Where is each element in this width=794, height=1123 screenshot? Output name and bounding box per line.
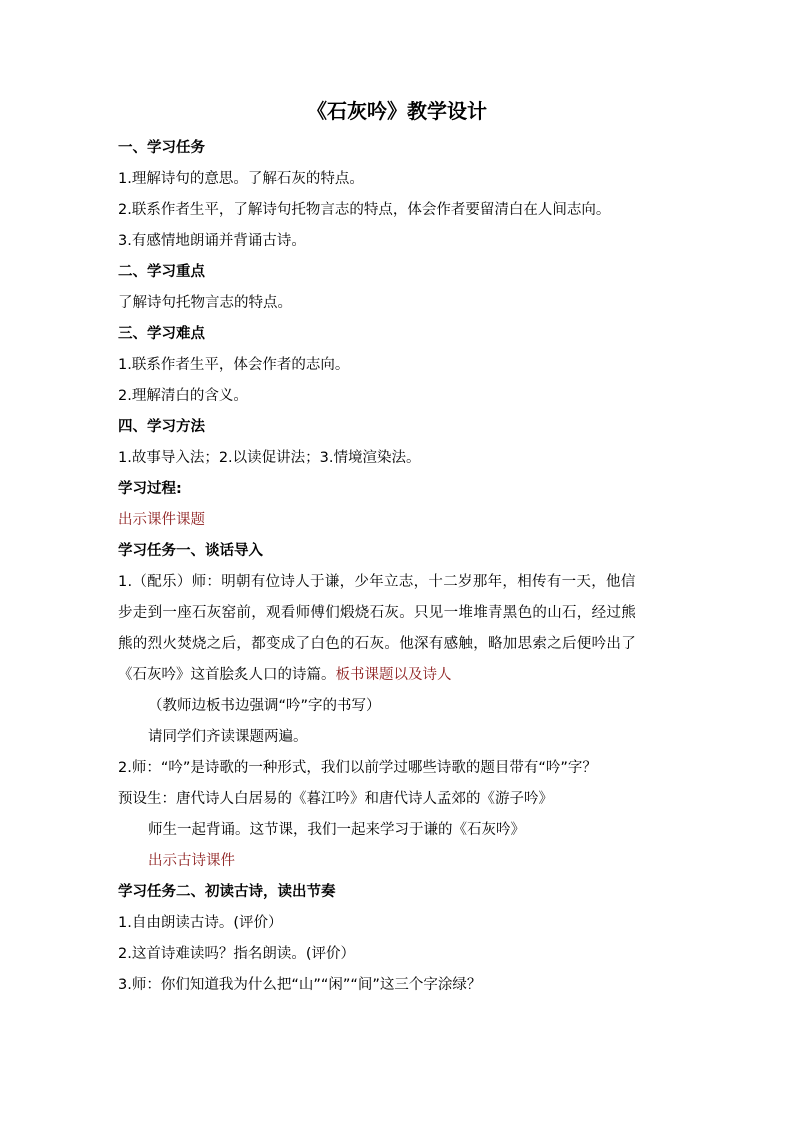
preset-answer: 预设生：唐代诗人白居易的《暮江吟》和唐代诗人孟郊的《游子吟》 <box>118 791 553 807</box>
courseware-note-title: 出示课件课题 <box>118 512 205 528</box>
task2-heading: 学习任务二、初读古诗，读出节奏 <box>118 884 336 900</box>
task2-item-1: 1.自由朗读古诗。(评价） <box>118 915 283 931</box>
key-points-text: 了解诗句托物言志的特点。 <box>118 295 292 311</box>
section-heading-key-points: 二、学习重点 <box>118 264 205 280</box>
task-item-2: 2.联系作者生平，了解诗句托物言志的特点，体会作者要留清白在人间志向。 <box>118 202 611 218</box>
section-heading-tasks: 一、学习任务 <box>118 140 205 156</box>
story-line-2: 步走到一座石灰窑前，观看师傅们煅烧石灰。只见一堆堆青黑色的山石，经过熊 <box>118 605 636 621</box>
task1-heading: 学习任务一、谈话导入 <box>118 543 263 559</box>
story-line-3: 熊的烈火焚烧之后，都变成了白色的石灰。他深有感触，略加思索之后便吟出了 <box>118 636 636 652</box>
task2-item-2: 2.这首诗难读吗？指名朗读。(评价） <box>118 946 355 962</box>
process-heading: 学习过程: <box>118 481 182 497</box>
task-item-1: 1.理解诗句的意思。了解石灰的特点。 <box>118 171 364 187</box>
blackboard-note: 板书课题以及诗人 <box>335 667 452 683</box>
task2-item-3: 3.师：你们知道我为什么把“山”“闲”“间”这三个字涂绿？ <box>118 977 482 993</box>
story-line-4-text: 《石灰吟》这首脍炙人口的诗篇。 <box>118 667 336 683</box>
difficulty-item-2: 2.理解清白的含义。 <box>118 388 248 404</box>
story-line-4 <box>118 665 452 685</box>
section-heading-difficulties: 三、学习难点 <box>118 326 205 342</box>
task-item-3: 3.有感情地朗诵并背诵古诗。 <box>118 233 306 249</box>
recite-text: 师生一起背诵。这节课，我们一起来学习于谦的《石灰吟》 <box>148 822 525 838</box>
document-title: 《石灰吟》教学设计 <box>307 99 487 123</box>
courseware-note-poem: 出示古诗课件 <box>148 853 235 869</box>
section-heading-methods: 四、学习方法 <box>118 419 205 435</box>
story-line-1: 1.（配乐）师：明朝有位诗人于谦，少年立志，十二岁那年，相传有一天，他信 <box>118 574 636 590</box>
methods-text: 1.故事导入法；2.以读促讲法；3.情境渲染法。 <box>118 450 421 466</box>
teacher-note: （教师边板书边强调“吟”字的书写） <box>148 698 381 714</box>
read-instruction: 请同学们齐读课题两遍。 <box>148 729 308 745</box>
question-2: 2.师：“吟”是诗歌的一种形式，我们以前学过哪些诗歌的题目带有“吟”字？ <box>118 760 597 776</box>
difficulty-item-1: 1.联系作者生平，体会作者的志向。 <box>118 357 350 373</box>
